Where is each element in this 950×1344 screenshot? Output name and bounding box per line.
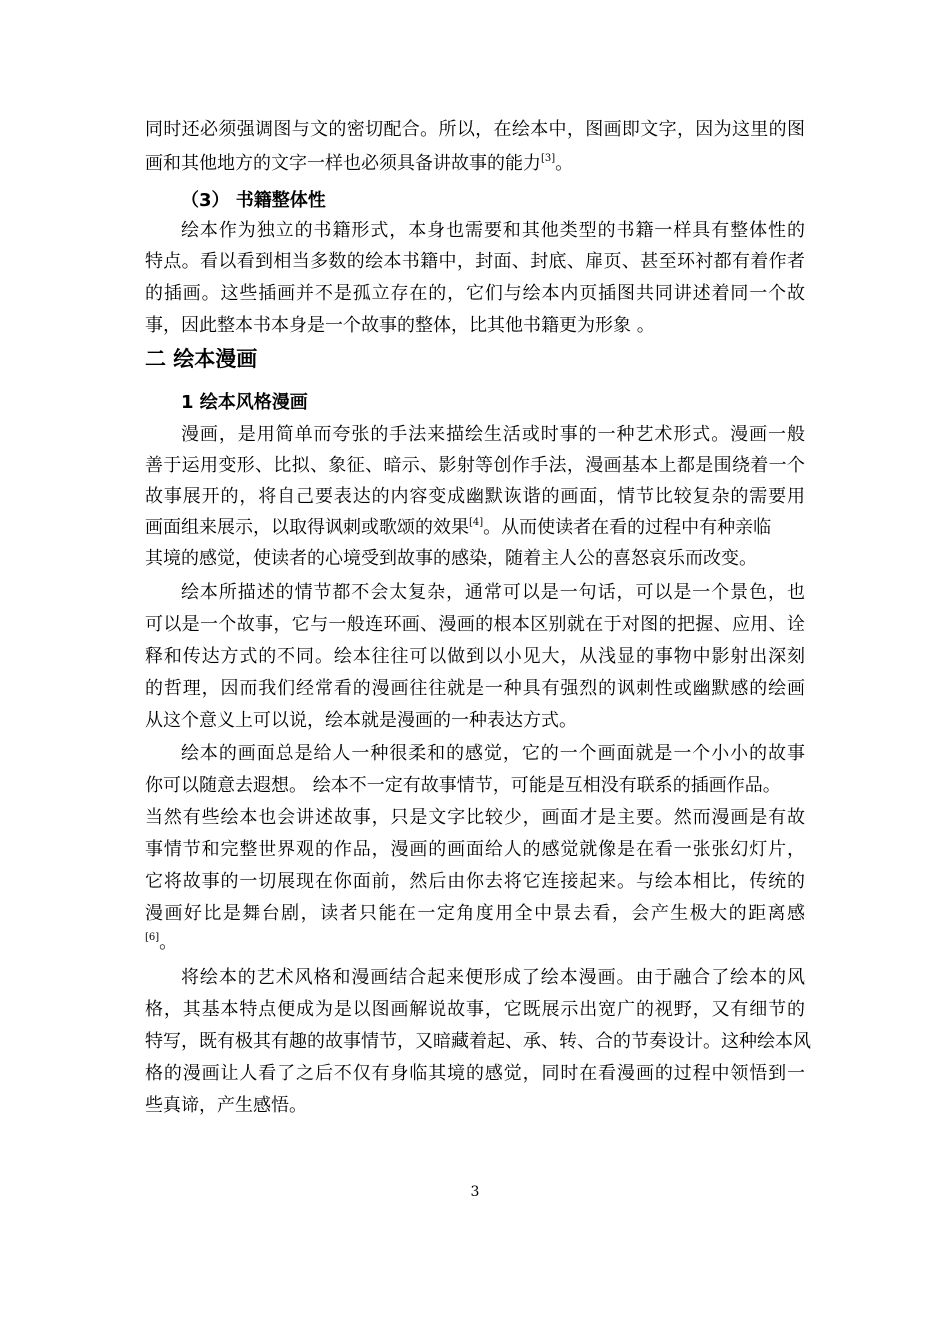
- paragraph-line: [145, 931, 805, 955]
- paragraph-line: 的哲理，因而我们经常看的漫画往往就是一种具有强烈的讽刺性或幽默感的绘画: [145, 678, 805, 699]
- paragraph-line: 些真谛，产生感悟。: [145, 1095, 307, 1116]
- paragraph-line: 事情节和完整世界观的作品，漫画的画面给人的感觉就像是在看一张张幻灯片，: [145, 839, 805, 860]
- paragraph-line: 当然有些绘本也会讲述故事，只是文字比较少，画面才是主要。然而漫画是有故: [145, 807, 805, 828]
- paragraph-line: 格的漫画让人看了之后不仅有身临其境的感觉，同时在看漫画的过程中领悟到一: [145, 1063, 805, 1084]
- citation-ref: [6]: [145, 932, 160, 943]
- page-number: 3: [470, 1184, 480, 1200]
- paragraph-line: 绘本作为独立的书籍形式，本身也需要和其他类型的书籍一样具有整体性的: [181, 220, 805, 241]
- paragraph-line: 特点。看以看到相当多数的绘本书籍中，封面、封底、扉页、甚至环衬都有着作者: [145, 251, 805, 272]
- paragraph-line: 你可以随意去遐想。 绘本不一定有故事情节，可能是互相没有联系的插画作品。: [145, 775, 781, 796]
- paragraph-line: 可以是一个故事，它与一般连环画、漫画的根本区别就在于对图的把握、应用、诠: [145, 614, 805, 635]
- paragraph-line: [145, 152, 805, 176]
- paragraph-line: 绘本所描述的情节都不会太复杂，通常可以是一句话，可以是一个景色，也: [181, 582, 805, 603]
- citation-ref: [3]: [541, 153, 556, 164]
- paragraph-text: 。: [159, 932, 178, 953]
- paragraph-line: 绘本的画面总是给人一种很柔和的感觉，它的一个画面就是一个小小的故事: [181, 743, 805, 764]
- paragraph-line: 格，其基本特点便成为是以图画解说故事，它既展示出宽广的视野，又有细节的: [145, 999, 805, 1020]
- citation-ref: [4]: [469, 517, 484, 528]
- paragraph-line: 其境的感觉，使读者的心境受到故事的感染，随着主人公的喜怒哀乐而改变。: [145, 548, 757, 569]
- paragraph-text: 画面组来展示，以取得讽刺或歌颂的效果: [145, 517, 469, 538]
- paragraph-line: 的插画。这些插画并不是孤立存在的，它们与绘本内页插图共同讲述着同一个故: [145, 283, 805, 304]
- paragraph-text: 。从而使读者在看的过程中有种亲临: [483, 517, 772, 538]
- subsection-title: 1 绘本风格漫画: [181, 392, 308, 413]
- paragraph-text: 。: [555, 153, 574, 174]
- paragraph-line: 事，因此整本书本身是一个故事的整体，比其他书籍更为形象 。: [145, 315, 655, 336]
- section-heading: 二 绘本漫画: [145, 347, 258, 371]
- subsection-title: （3） 书籍整体性: [181, 190, 326, 211]
- paragraph-line: 它将故事的一切展现在你面前，然后由你去将它连接起来。与绘本相比，传统的: [145, 871, 805, 892]
- paragraph-line: [145, 516, 805, 540]
- paragraph-text: 画和其他地方的文字一样也必须具备讲故事的能力: [145, 153, 541, 174]
- paragraph-line: 漫画，是用简单而夸张的手法来描绘生活或时事的一种艺术形式。漫画一般: [181, 424, 805, 445]
- paragraph-line: 故事展开的，将自己要表达的内容变成幽默诙谐的画面，情节比较复杂的需要用: [145, 486, 805, 507]
- paragraph-line: 将绘本的艺术风格和漫画结合起来便形成了绘本漫画。由于融合了绘本的风: [181, 967, 805, 988]
- paragraph-line: 从这个意义上可以说，绘本就是漫画的一种表达方式。: [145, 710, 577, 731]
- paragraph-line: 善于运用变形、比拟、象征、暗示、影射等创作手法，漫画基本上都是围绕着一个: [145, 455, 805, 476]
- paragraph-line: 漫画好比是舞台剧，读者只能在一定角度用全中景去看，会产生极大的距离感: [145, 903, 805, 924]
- paragraph-line: 同时还必须强调图与文的密切配合。所以，在绘本中，图画即文字，因为这里的图: [145, 119, 805, 140]
- paragraph-line: 释和传达方式的不同。绘本往往可以做到以小见大，从浅显的事物中影射出深刻: [145, 646, 805, 667]
- paragraph-line: 特写，既有极其有趣的故事情节，又暗藏着起、承、转、合的节奏设计。这种绘本风: [145, 1031, 811, 1052]
